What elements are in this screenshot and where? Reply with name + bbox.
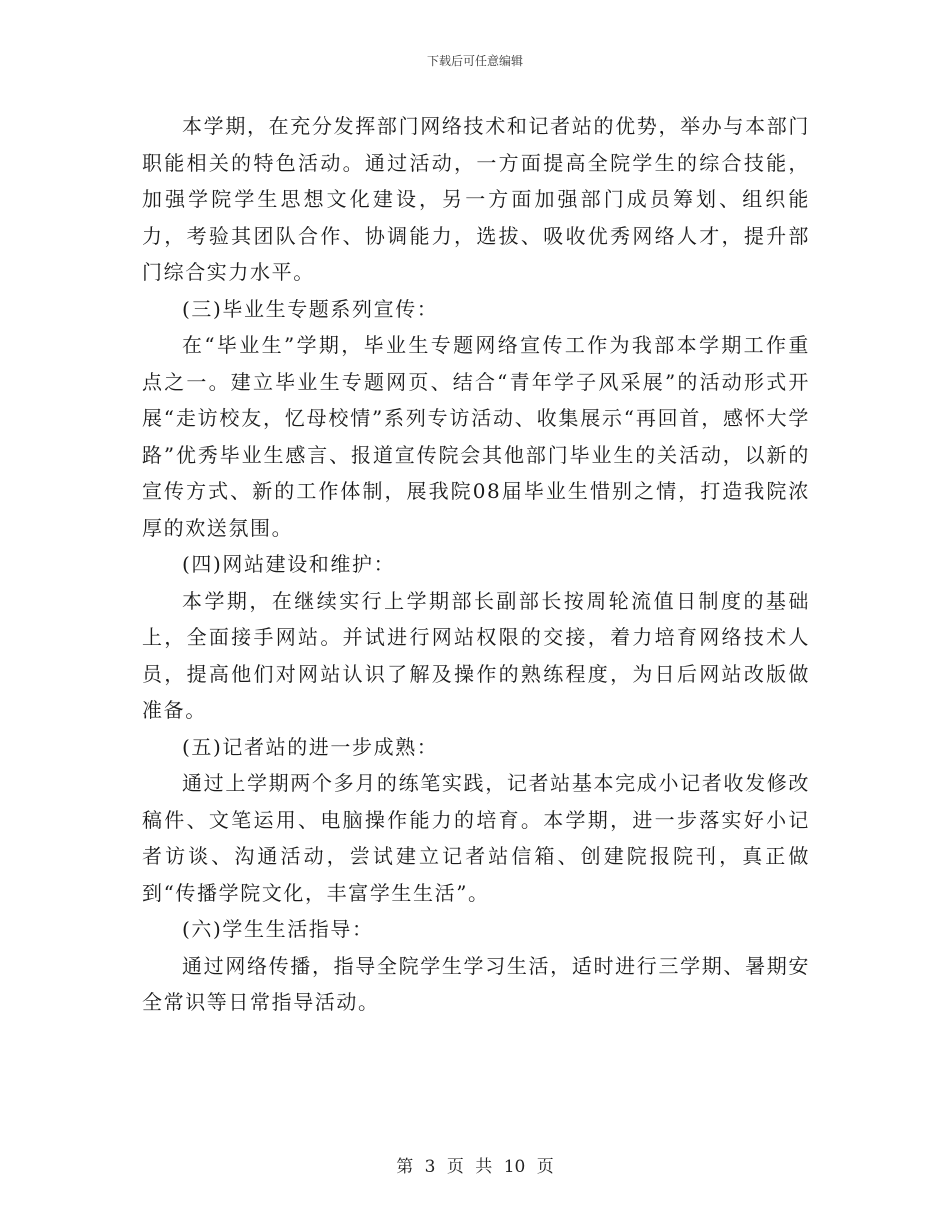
paragraph-reporter-station: 通过上学期两个多月的练笔实践，记者站基本完成小记者收发修改稿件、文笔运用、电脑操作能力的培育。本学期，进一步落实好小记者访谈、沟通活动，尝试建立记者站信箱、创建院报院刊，真正做到“传播学院文化，丰富学生生活”。: [142, 771, 810, 905]
document-body: [142, 108, 810, 1021]
section-heading-website: (四)网站建设和维护：: [182, 552, 396, 576]
header-note: 下载后可任意编辑: [426, 54, 523, 68]
section-heading-graduates: (三)毕业生专题系列宣传：: [182, 296, 439, 321]
page-number: 第 3 页 共 10 页: [396, 1157, 554, 1177]
paragraph-activities: 本学期，在充分发挥部门网络技术和记者站的优势，举办与本部门职能相关的特色活动。通过活动，一方面提高全院学生的综合技能，加强学院学生思想文化建设，另一方面加强部门成员筹划、组织能力，考验其团队合作、协调能力，选拔、吸收优秀网络人才，提升部门综合实力水平。: [142, 114, 810, 284]
paragraph-student-life: 通过网络传播，指导全院学生学习生活，适时进行三学期、暑期安全常识等日常指导活动。: [142, 953, 810, 1014]
paragraph-website: 本学期，在继续实行上学期部长副部长按周轮流值日制度的基础上，全面接手网站。并试进行网站权限的交接，着力培育网络技术人员，提高他们对网站认识了解及操作的熟练程度，为日后网站改版做准备。: [142, 588, 810, 722]
section-heading-student-life: (六)学生生活指导：: [182, 917, 374, 941]
section-heading-reporter-station: (五)记者站的进一步成熟：: [182, 734, 439, 759]
paragraph-graduates: 在“毕业生”学期，毕业生专题网络宣传工作为我部本学期工作重点之一。建立毕业生专题网页、结合“青年学子风采展”的活动形式开展“走访校友，忆母校情”系列专访活动、收集展示“再回首，感怀大学路”优秀毕业生感言、报道宣传院会其他部门毕业生的关活动，以新的宣传方式、新的工作体制，展我院08届毕业生惜别之情，打造我院浓厚的欢送氛围。: [142, 333, 810, 540]
